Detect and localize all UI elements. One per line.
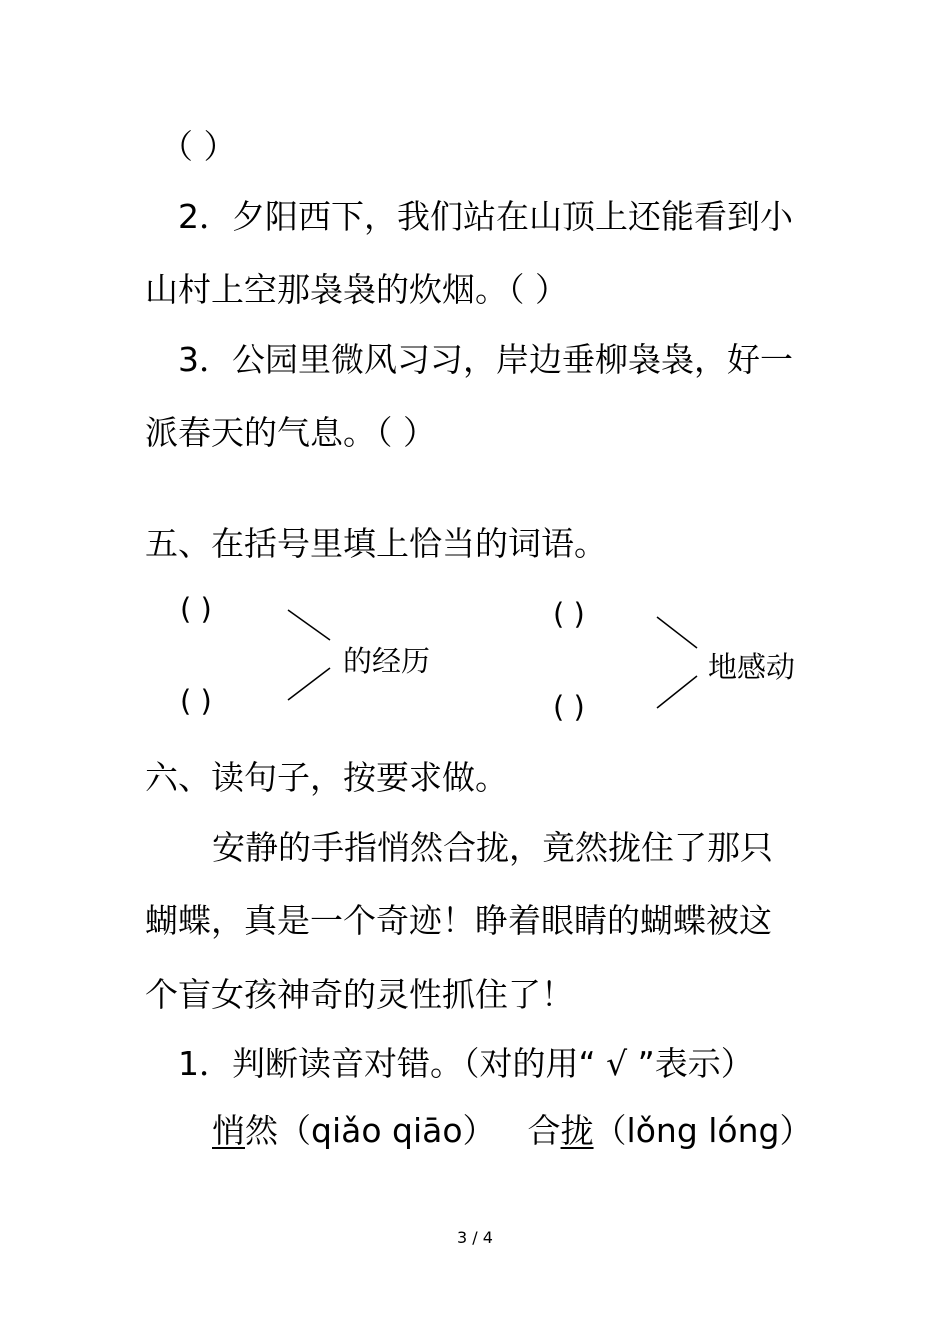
answer-blank-1: （ ）	[160, 127, 237, 166]
question-3-line-1: 3．公园里微风习习，岸边垂柳袅袅，好一	[178, 340, 793, 379]
fill-word-left: 的经历	[343, 644, 431, 678]
passage-line-2: 蝴蝶，真是一个奇迹！睁着眼睛的蝴蝶被这	[145, 901, 772, 940]
fill-blank-left-bottom: ( )	[180, 684, 212, 718]
word-2-char: 合	[527, 1111, 561, 1150]
page-number: 3 / 4	[457, 1228, 493, 1247]
fill-word-right: 地感动	[708, 650, 796, 684]
connector-left-top	[288, 610, 330, 640]
passage-line-3: 个盲女孩神奇的灵性抓住了！	[145, 975, 574, 1014]
question-2-line-2: 山村上空那袅袅的炊烟。（ ）	[145, 270, 568, 309]
question-1-instruction: 1．判断读音对错。（对的用“ √ ”表示）	[178, 1044, 754, 1083]
word-1-underlined-char: 悄	[212, 1111, 245, 1150]
fill-blank-right-top: ( )	[553, 597, 585, 631]
fill-blank-left-top: ( )	[180, 592, 212, 626]
word-1-options: （qiǎo qiāo）	[278, 1111, 496, 1150]
passage-line-1: 安静的手指悄然合拢，竟然拢住了那只	[212, 828, 773, 867]
word-1-char: 然	[245, 1111, 278, 1150]
connector-right-top	[657, 617, 697, 648]
question-3-line-2: 派春天的气息。（ ）	[145, 413, 436, 452]
section-5-title: 五、在括号里填上恰当的词语。	[145, 524, 607, 563]
word-2-underlined-char: 拢	[560, 1111, 594, 1150]
connector-right-bottom	[657, 676, 697, 708]
connector-left-bottom	[288, 668, 330, 700]
pinyin-row	[212, 1111, 812, 1151]
question-2-line-1: 2．夕阳西下，我们站在山顶上还能看到小	[178, 197, 793, 236]
fill-blank-right-bottom: ( )	[553, 690, 585, 724]
word-2-options: （lǒng lóng）	[593, 1111, 813, 1150]
section-6-title: 六、读句子，按要求做。	[145, 758, 508, 797]
